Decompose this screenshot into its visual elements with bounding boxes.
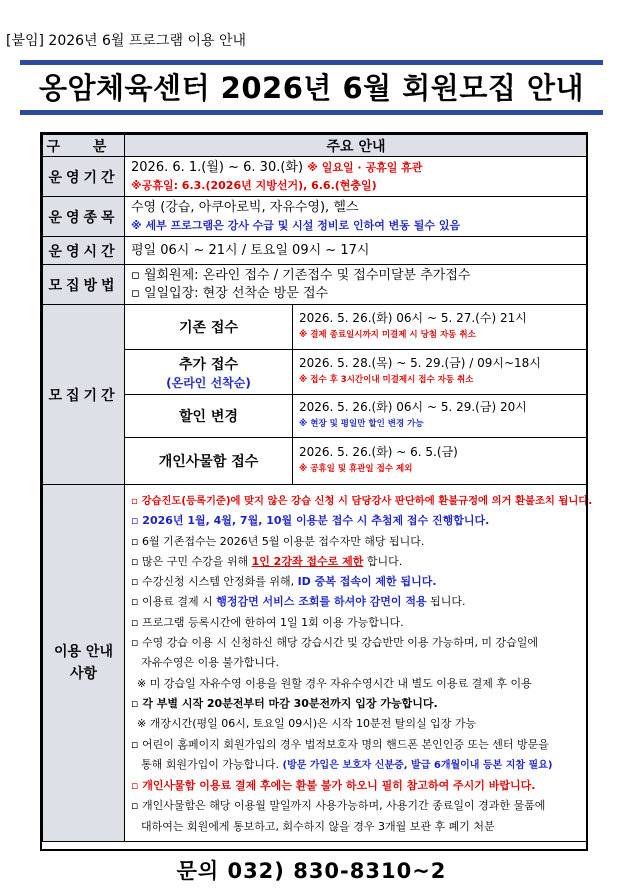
recruit-row-detail <box>293 438 588 485</box>
note-item: ▫ 2026년 1월, 4월, 7월, 10월 이용분 접수 시 추첨제 접수 진행합니다. <box>131 514 490 528</box>
recruit-name: 추가 접수 <box>179 356 238 373</box>
recruit-name: 할인 변경 <box>179 409 238 425</box>
operating-types-list: 수영 (강습, 아쿠아로빅, 자유수영), 헬스 <box>131 199 359 215</box>
recruit-method-label: 모집방법 <box>43 265 125 305</box>
contact-footer: 문의 032) 830-8310~2 <box>176 859 447 883</box>
recruit-name-sub: (온라인 선착순) <box>166 375 251 390</box>
operating-hours-label: 운영시간 <box>43 237 125 265</box>
operating-types-label: 운영종목 <box>43 197 125 237</box>
recruit-note: ※ 접수 후 3시간이내 미결제시 접수 자동 취소 <box>299 375 474 385</box>
recruit-name: 개인사물함 접수 <box>158 454 259 470</box>
note-item: ▫ 수영 강습 이용 시 신청하신 해당 강습시간 및 강습반만 이용 가능하며, 미 강습일에 <box>131 636 539 650</box>
recruit-date: 2026. 5. 26.(화) 06시 ~ 5. 29.(금) 20시 <box>299 400 527 414</box>
recruit-date: 2026. 5. 26.(화) ~ 6. 5.(금) <box>299 445 458 459</box>
usage-label <box>43 485 125 842</box>
note-item-cont <box>131 755 583 776</box>
note-item <box>131 552 583 572</box>
note-text: 통해 회원가입이 가능합니다. <box>141 757 283 771</box>
note-item: ▫ 강습진도(등록기준)에 맞지 않은 강습 신청 시 담당강사 판단하에 환불규정에 의거 환불조치 됩니다. <box>131 495 593 507</box>
note-item: ※ 미 강습일 자유수영 이용을 원할 경우 자유수영시간 내 별도 이용료 결제 후 이용 <box>137 676 532 690</box>
recruit-note: ※ 공휴일 및 휴관일 접수 제외 <box>299 464 413 474</box>
monthly-member-method: ▫ 월회원제: 온라인 접수 / 기존접수 및 접수미달분 추가접수 <box>131 267 471 283</box>
recruit-row-name <box>125 438 293 485</box>
recruit-name: 기존 접수 <box>179 320 238 336</box>
title-top-bar <box>20 60 603 65</box>
attachment-label: [붙임] 2026년 6월 프로그램 이용 안내 <box>6 33 246 49</box>
note-emphasis: ID 중복 접속이 제한 됩니다. <box>297 575 437 589</box>
closed-days-note: ※ 일요일 · 공휴일 휴관 <box>307 160 423 174</box>
note-emphasis: 1인 2강좌 접수로 제한 <box>251 554 364 568</box>
recruit-date: 2026. 5. 26.(화) 06시 ~ 5. 27.(수) 21시 <box>299 311 527 325</box>
holiday-note: ※공휴일: 6.3.(2026년 지방선거), 6.6.(현충일) <box>131 178 377 192</box>
note-item-cont: 대하여는 회원에게 통보하고, 회수하지 않을 경우 3개월 보관 후 폐기 처분 <box>141 819 495 833</box>
note-item: ▫ 개인사물함 이용료 결제 후에는 환불 불가 하오니 필히 참고하여 주시기 바랍니다. <box>131 779 536 793</box>
recruit-method-cell <box>125 265 588 305</box>
usage-label-line2: 사항 <box>69 666 98 683</box>
note-emphasis: (방문 가입은 보호자 신분증, 발급 6개월이내 등본 지참 필요) <box>282 759 553 771</box>
operating-period-label: 운영기간 <box>43 157 125 197</box>
recruit-period-label: 모집기간 <box>43 305 125 485</box>
note-text: 합니다. <box>363 554 403 568</box>
header-main: 주요 안내 <box>125 135 588 157</box>
recruit-row-name <box>125 305 293 350</box>
note-item: ▫ 각 부별 시작 20분전부터 마감 30분전까지 입장 가능합니다. <box>131 696 438 710</box>
program-change-note: ※ 세부 프로그램은 강사 수급 및 시설 정비로 인하여 변동 될수 있음 <box>131 218 461 232</box>
operating-hours-text: 평일 06시 ~ 21시 / 토요일 09시 ~ 17시 <box>125 237 588 265</box>
usage-notes <box>125 485 593 842</box>
title-bottom-bar <box>20 110 603 115</box>
header-category: 구 분 <box>43 135 125 157</box>
note-text: ▫ 수강신청 시스템 안정화를 위해, <box>131 575 298 589</box>
note-item: ▫ 개인사물함은 해당 이용월 말일까지 사용가능하며, 사용기간 종료일이 경과한 물품에 <box>131 799 546 813</box>
note-emphasis: 행정감면 서비스 조회를 하셔야 감면이 적용 <box>216 595 427 609</box>
operating-period-dates: 2026. 6. 1.(월) ~ 6. 30.(화) <box>131 159 304 175</box>
note-item: ※ 개장시간(평일 06시, 토요일 09시)은 시작 10분전 탈의실 입장 가능 <box>137 717 477 731</box>
note-text: 됩니다. <box>426 595 466 609</box>
recruit-note: ※ 현장 및 평일만 할인 변경 가능 <box>299 419 424 429</box>
note-text: ▫ 이용료 결제 시 <box>131 595 217 609</box>
note-item: ▫ 6월 기존접수는 2026년 5월 이용분 접수자만 해당 됩니다. <box>131 534 425 548</box>
recruit-note: ※ 결제 종료일시까지 미결제 시 당첨 자동 취소 <box>299 330 476 340</box>
note-text: ▫ 많은 구민 수강을 위해 <box>131 554 252 568</box>
note-item: ▫ 프로그램 등록시간에 한하여 1일 1회 이용 가능합니다. <box>131 615 404 629</box>
recruit-row-detail <box>293 395 588 438</box>
recruit-row-name <box>125 350 293 395</box>
recruit-row-name <box>125 395 293 438</box>
note-item <box>131 592 583 612</box>
page-title: 옹암체육센터 2026년 6월 회원모집 안내 <box>39 71 584 105</box>
note-item <box>131 572 583 592</box>
note-item: ▫ 어린이 홈페이지 회원가입의 경우 법적보호자 명의 핸드폰 본인인증 또는 센터 방문을 <box>131 737 549 751</box>
operating-types-cell <box>125 197 588 237</box>
note-item-cont: 자유수영은 이용 불가합니다. <box>141 656 280 670</box>
operating-period-cell <box>125 157 588 197</box>
daily-entry-method: ▫ 일일입장: 현장 선착순 방문 접수 <box>131 285 329 301</box>
recruit-row-detail <box>293 350 588 395</box>
usage-label-line1: 이용 안내 <box>54 644 113 661</box>
recruit-date: 2026. 5. 28.(목) ~ 5. 29.(금) / 09시~18시 <box>299 356 541 370</box>
info-table <box>42 134 593 842</box>
recruit-row-detail <box>293 305 588 350</box>
